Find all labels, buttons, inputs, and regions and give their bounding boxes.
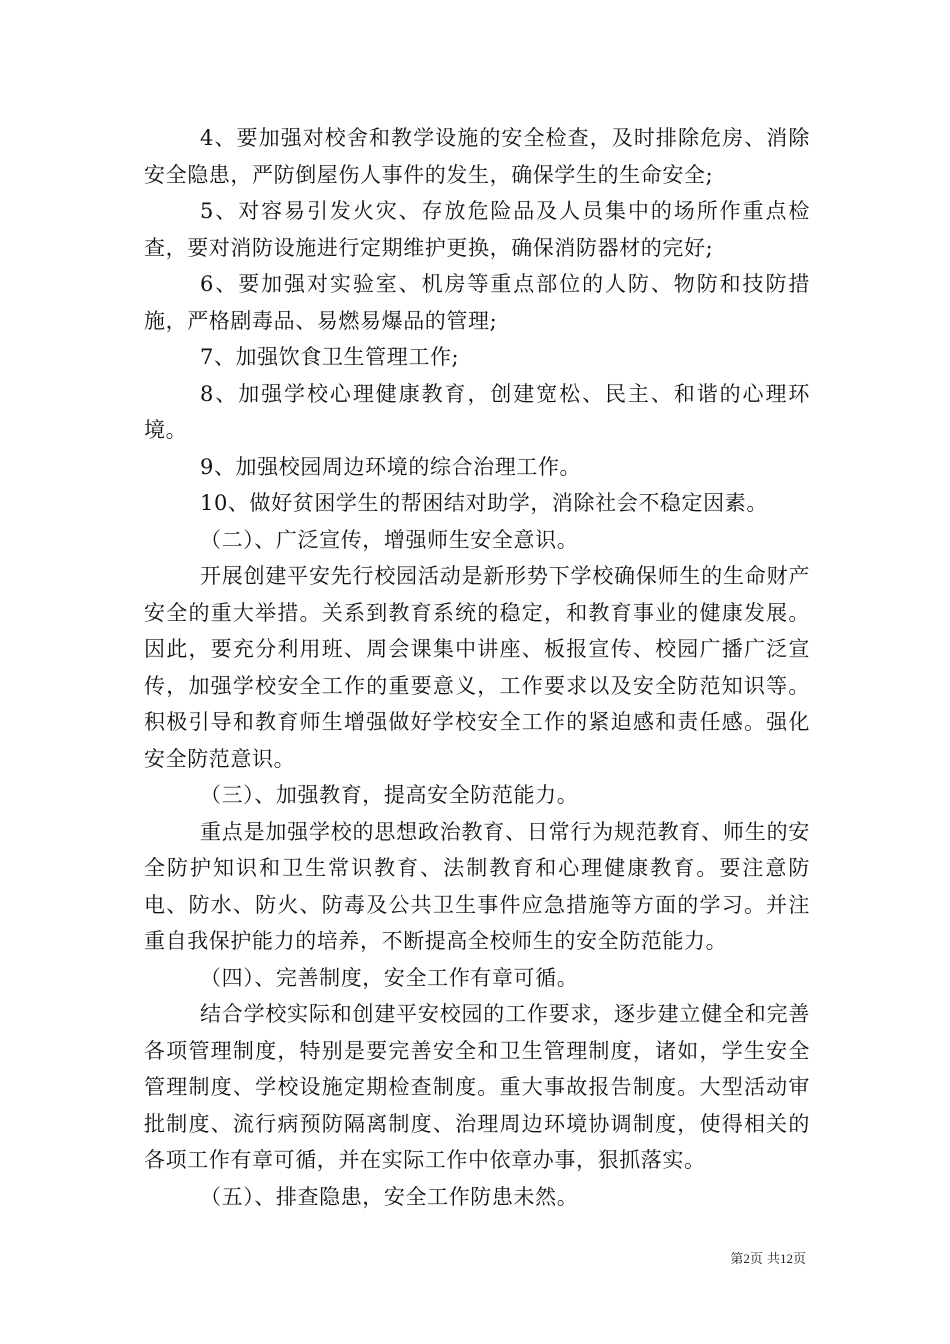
section-heading-4: （四）、完善制度，安全工作有章可循。: [200, 965, 579, 990]
paragraph-item-8: 8、加强学校心理健康教育，创建宽松、民主、和谐的心理环境。: [144, 381, 810, 442]
paragraph-item-9: 9、加强校园周边环境的综合治理工作。: [200, 454, 582, 479]
section-body-4: 结合学校实际和创建平安校园的工作要求，逐步建立健全和完善各项管理制度，特别是要完善安全和卫生管理制度，诸如，学生安全管理制度、学校设施定期检查制度。重大事故报告制度。大型活动审批制度、流行病预防隔离制度、治理周边环境协调制度，使得相关的各项工作有章可循，并在实际工作中依章办事，狠抓落实。: [144, 1002, 810, 1172]
section-body-3: 重点是加强学校的思想政治教育、日常行为规范教育、师生的安全防护知识和卫生常识教育、法制教育和心理健康教育。要注意防电、防水、防火、防毒及公共卫生事件应急措施等方面的学习。并注重自我保护能力的培养，不断提高全校师生的安全防范能力。: [144, 819, 810, 953]
paragraph-item-4: 4、要加强对校舍和教学设施的安全检查，及时排除危房、消除安全隐患，严防倒屋伤人事件的发生，确保学生的生命安全;: [144, 126, 810, 187]
section-heading-2: （二）、广泛宣传，增强师生安全意识。: [200, 527, 579, 552]
page-footer: [0, 1248, 806, 1267]
footer-page-number: 2: [743, 1251, 750, 1266]
paragraph-item-5: 5、对容易引发火灾、存放危险品及人员集中的场所作重点检查，要对消防设施进行定期维护更换，确保消防器材的完好;: [144, 199, 810, 260]
footer-total-pages: 12: [779, 1251, 793, 1266]
document-body: [144, 120, 810, 1215]
paragraph-item-10: 10、做好贫困学生的帮困结对助学，消除社会不稳定因素。: [200, 491, 768, 515]
section-heading-5: （五）、排查隐患，安全工作防患未然。: [200, 1184, 579, 1209]
footer-middle: 页 共: [749, 1252, 780, 1267]
section-heading-3: （三）、加强教育，提高安全防范能力。: [200, 783, 579, 807]
paragraph-item-6: 6、要加强对实验室、机房等重点部位的人防、物防和技防措施，严格剧毒品、易燃易爆品的管理;: [144, 272, 810, 333]
footer-prefix: 第: [730, 1252, 744, 1267]
footer-suffix: 页: [792, 1252, 806, 1267]
section-body-2: 开展创建平安先行校园活动是新形势下学校确保师生的生命财产安全的重大举措。关系到教育系统的稳定，和教育事业的健康发展。因此，要充分利用班、周会课集中讲座、板报宣传、校园广播广泛宣传，加强学校安全工作的重要意义，工作要求以及安全防范知识等。积极引导和教育师生增强做好学校安全工作的紧迫感和责任感。强化安全防范意识。: [144, 564, 810, 771]
paragraph-item-7: 7、加强饮食卫生管理工作;: [200, 345, 460, 369]
